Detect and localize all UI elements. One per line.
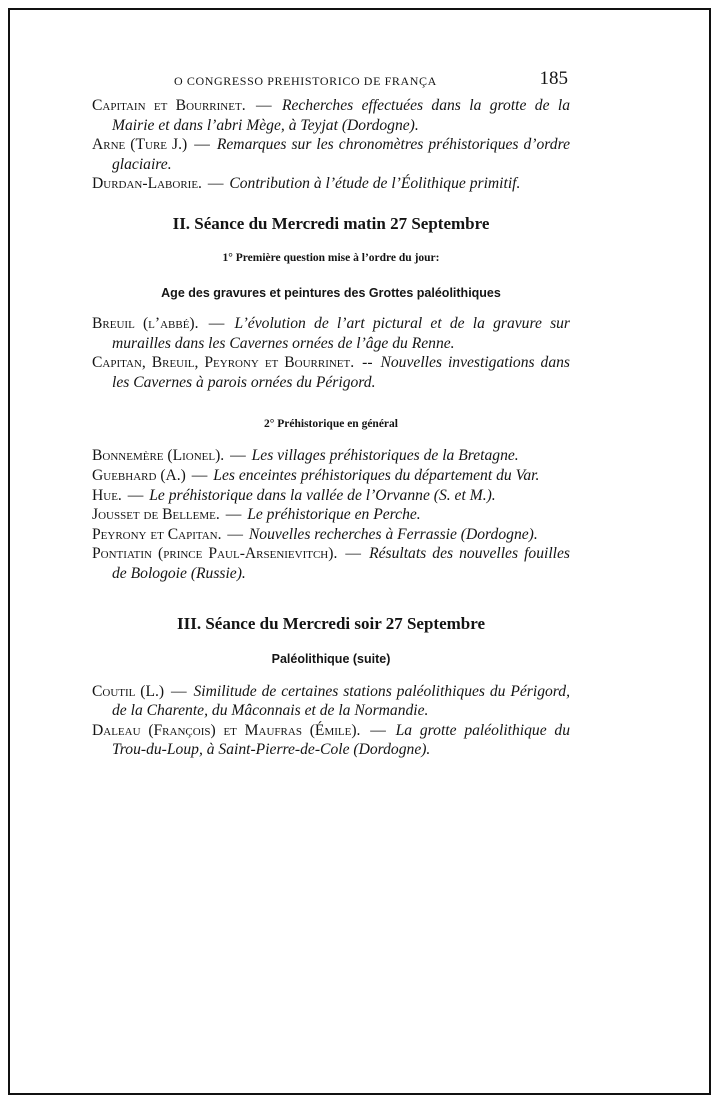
entry-dash: — <box>370 721 386 739</box>
entry-author: Arne (Ture J.) <box>92 136 188 154</box>
entry-title: Contribution à l’étude de l’Éolithique primitif. <box>229 175 521 193</box>
entry <box>92 721 570 760</box>
topic-heading: Age des gravures et peintures des Grottes paléolithiques <box>161 285 501 300</box>
entry <box>92 544 570 583</box>
entry-title: L’évolution de l’art pictural et de la gravure sur murailles dans les Cavernes ornées de l’âge du Renne. <box>112 314 571 352</box>
entry-author: Coutil (L.) <box>92 682 165 700</box>
entry-title: La grotte paléolithique du Trou-du-Loup, à Saint-Pierre-de-Cole (Dordogne). <box>112 721 571 759</box>
running-head <box>92 66 570 94</box>
entry-author: Guebhard (A.) <box>92 466 186 484</box>
entry-dash: — <box>191 466 208 484</box>
entry-author: Peyrony et Capitan. <box>92 525 222 543</box>
entry-dash: — <box>255 97 272 114</box>
page-content <box>92 66 570 760</box>
entry-title: Recherches effectuées dans la grotte de la Mairie et dans l’abri Mège, à Teyjat (Dordogne). <box>112 97 570 134</box>
entry-title: Le préhistorique en Perche. <box>247 506 421 524</box>
entry-author: Pontiatin (prince Paul-Arsenievitch). <box>92 545 338 563</box>
entry-author: Hue. <box>92 486 122 504</box>
entry <box>92 135 570 174</box>
entry-dash: — <box>345 545 361 563</box>
entry-title: Les villages préhistoriques de la Bretagne. <box>251 447 519 465</box>
entry-list-paleolithique <box>92 682 570 760</box>
entry-author: Daleau (François) et Maufras (Émile). <box>92 721 361 739</box>
entry-title: Similitude de certaines stations paléolithiques du Périgord, de la Charente, du Mâconnais et de la Normandie. <box>112 682 570 720</box>
entry <box>92 466 570 486</box>
entry-title: Les enceintes préhistoriques du département du Var. <box>213 466 540 484</box>
entry <box>92 525 570 545</box>
entry-author: Capitain et Bourrinet. <box>92 97 246 114</box>
entry-author: Durdan-Laborie. <box>92 175 202 193</box>
general-heading: 2° Préhistorique en général <box>264 418 398 431</box>
entry-title: Nouvelles investigations dans les Cavernes à parois ornées du Périgord. <box>112 354 570 391</box>
entry-dash: — <box>127 486 144 504</box>
entry-dash: -- <box>362 354 373 372</box>
entry <box>92 682 570 721</box>
entry-dash: — <box>170 682 187 700</box>
entry-list-general <box>92 446 570 583</box>
entry <box>92 96 570 135</box>
entry-title: Nouvelles recherches à Ferrassie (Dordogne). <box>248 525 538 543</box>
entry-dash: — <box>194 136 210 154</box>
entry-dash: — <box>227 525 243 543</box>
entry-author: Bonnemère (Lionel). <box>92 447 225 465</box>
entry-author: Capitan, Breuil, Peyrony et Bourrinet. <box>92 354 355 372</box>
entry-dash: — <box>207 175 224 193</box>
entry-title: Le préhistorique dans la vallée de l’Orvanne (S. et M.). <box>149 486 496 504</box>
entry-author: Breuil (l’abbé). <box>92 314 199 332</box>
entry-dash: — <box>230 447 246 465</box>
entry-dash: — <box>225 506 242 524</box>
entry <box>92 486 570 506</box>
entry-list-opening <box>92 96 570 194</box>
question-heading: 1° Première question mise à l’ordre du jour: <box>222 251 440 264</box>
entry-title: Remarques sur les chronomètres préhistoriques d’ordre glaciaire. <box>112 136 570 173</box>
entry <box>92 446 570 466</box>
entry-title: Résultats des nouvelles fouilles de Bologoie (Russie). <box>112 545 570 582</box>
running-title: O CONGRESSO PREHISTORICO DE FRANÇA <box>174 74 437 88</box>
entry <box>92 174 570 194</box>
entry-list-grottes <box>92 314 570 392</box>
page-number: 185 <box>539 68 568 89</box>
entry <box>92 505 570 525</box>
entry <box>92 314 570 353</box>
session-heading: II. Séance du Mercredi matin 27 Septembre <box>172 213 490 233</box>
entry-author: Jousset de Belleme. <box>92 506 220 524</box>
entry-dash: — <box>208 314 225 332</box>
topic-heading: Paléolithique (suite) <box>271 651 391 666</box>
entry <box>92 353 570 392</box>
session-heading: III. Séance du Mercredi soir 27 Septembre <box>176 613 486 633</box>
